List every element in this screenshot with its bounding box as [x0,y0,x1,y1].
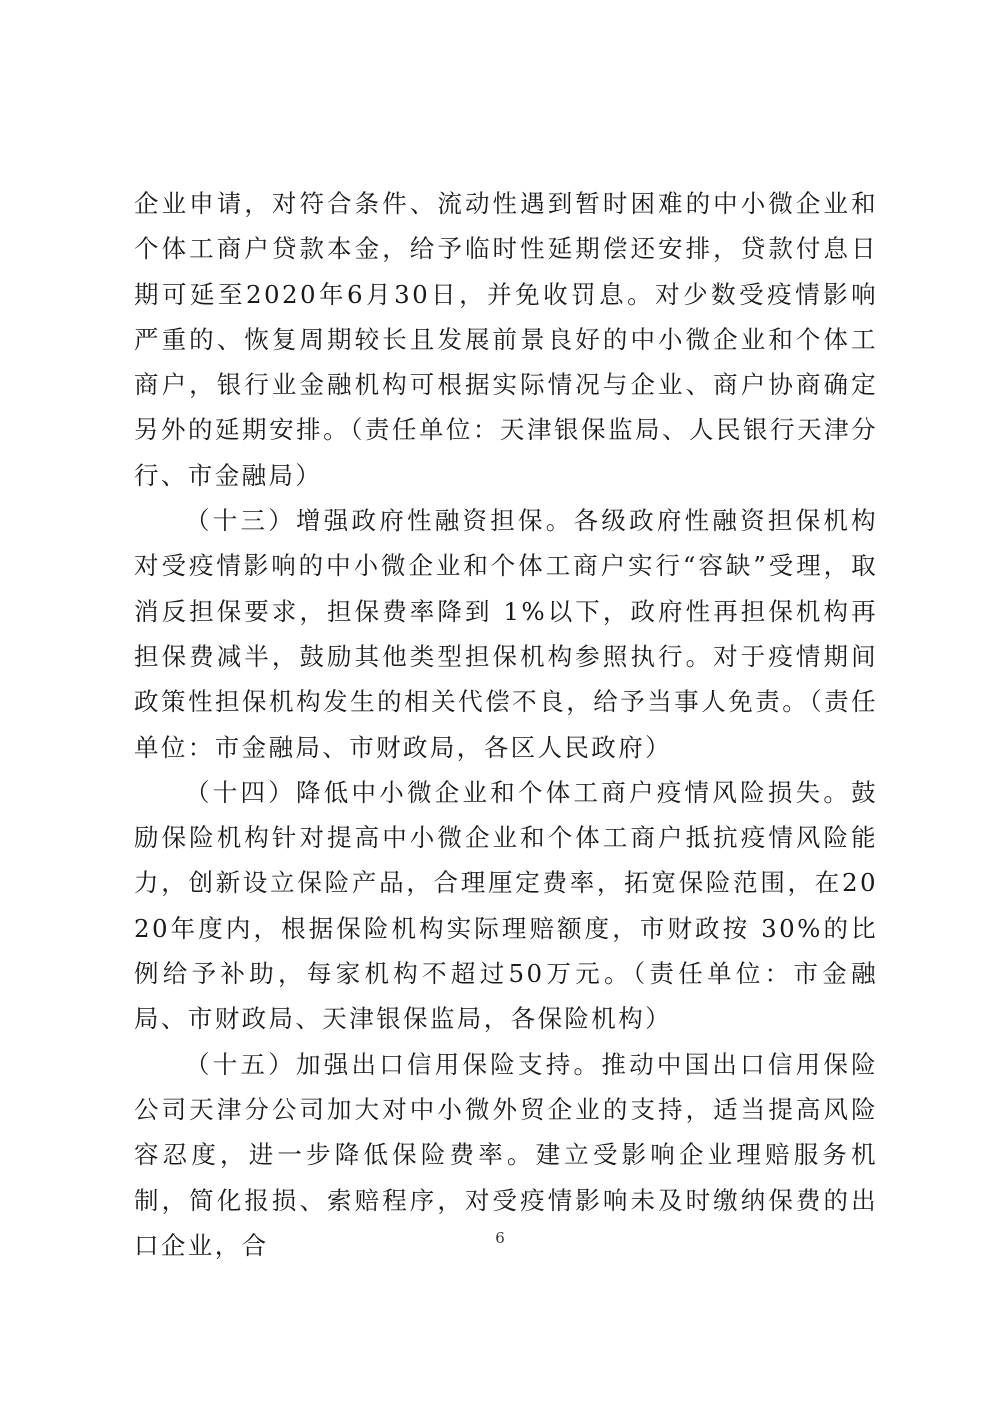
paragraph-text: 鼓励保险机构针对提高中小微企业和个体工商户抵抗疫情风险能力，创新设立保险产品，合理厘定费率，拓宽保险范围，在2020年度内，根据保险机构实际理赔额度，市财政按 30%的比例给予补助，每家机构不超过50万元。（责任单位：市金融局、市财政局、天津银保监局，各保险机构） [134,777,878,1034]
page-number: 6 [495,1229,505,1247]
paragraph-text: 推动中国出口信用保险公司天津分公司加大对中小微外贸企业的支持，适当提高风险容忍度，进一步降低保险费率。建立受影响企业理赔服务机制，简化报损、索赔程序，对受疫情影响未及时缴纳保费的出口企业，合 [134,1049,878,1260]
body-text [134,181,878,1268]
section-heading: （十四）降低中小微企业和个体工商户疫情风险损失。 [185,777,852,807]
section-heading: （十五）加强出口信用保险支持。 [185,1049,602,1079]
paragraph-continuation [134,181,878,498]
section-heading: （十三）增强政府性融资担保。 [185,506,574,536]
paragraph-section-13 [134,498,878,770]
paragraph-text: 各级政府性融资担保机构对受疫情影响的中小微企业和个体工商户实行“容缺”受理，取消反担保要求，担保费率降到 1%以下，政府性再担保机构再担保费减半，鼓励其他类型担保机构参照执行。对于疫情期间政策性担保机构发生的相关代偿不良，给予当事人免责。（责任单位：市金融局、市财政局，各区人民政府） [134,506,878,762]
paragraph-text: 企业申请，对符合条件、流动性遇到暂时困难的中小微企业和个体工商户贷款本金，给予临时性延期偿还安排，贷款付息日期可延至2020年6月30日，并免收罚息。对少数受疫情影响严重的、恢复周期较长且发展前景良好的中小微企业和个体工商户，银行业金融机构可根据实际情况与企业、商户协商确定另外的延期安排。（责任单位：天津银保监局、人民银行天津分行、市金融局） [134,189,878,490]
paragraph-section-14 [134,770,878,1042]
